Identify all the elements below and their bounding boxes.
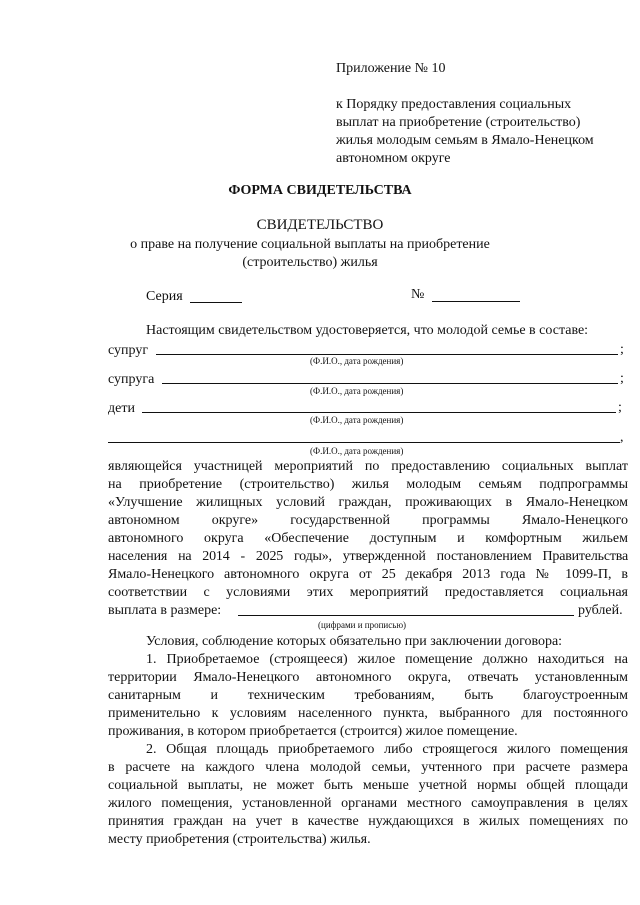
husband-semicolon: ; (620, 342, 624, 357)
cond2-line-1: 2. Общая площадь приобретаемого либо строящегося жилого помещения (146, 742, 628, 757)
para1-line-1: являющейся участницей мероприятий по предоставлению социальных выплат (108, 459, 628, 474)
cond1-line-2: территории Ямало-Ненецкого автономного округа, отвечать установленным (108, 670, 628, 685)
wife-semicolon: ; (620, 371, 624, 386)
para1-line-5: автономного округа «Обеспечение доступным и комфортным жильем (108, 531, 628, 546)
children-field (142, 412, 616, 413)
para1-line-6: населения на 2014 - 2025 годы», утвержденной постановлением Правительства (108, 549, 628, 564)
conditions-intro: Условия, соблюдение которых обязательно при заключении договора: (146, 634, 563, 649)
appendix-line-1: к Порядку предоставления социальных (336, 97, 572, 112)
appendix-number: Приложение № 10 (336, 61, 446, 76)
children-field-2 (108, 442, 620, 443)
certificate-subtitle-2: (строительство) жилья (242, 255, 378, 270)
cond2-line-2: в расчете на каждого члена молодой семьи, учтенного при расчете размера (108, 760, 628, 775)
children-hint-2: (Ф.И.О., дата рождения) (310, 446, 404, 456)
cond2-line-6: месту приобретения (строительства) жилья. (108, 832, 371, 847)
intro-text: Настоящим свидетельством удостоверяется, что молодой семье в составе: (146, 323, 589, 338)
appendix-line-4: автономном округе (336, 151, 451, 166)
amount-field (238, 615, 574, 616)
appendix-line-3: жилья молодым семьям в Ямало-Ненецком (336, 133, 594, 148)
para1-line-8: соответствии с условиями этих мероприятий предоставляется социальная (108, 585, 628, 600)
amount-unit: рублей. (578, 603, 623, 618)
husband-label: супруг (108, 343, 149, 358)
cond1-line-3: санитарным и техническим требованиям, быть благоустроенным (108, 688, 628, 703)
children-hint: (Ф.И.О., дата рождения) (310, 415, 404, 425)
wife-label: супруга (108, 372, 155, 387)
series-field (190, 302, 242, 303)
certificate-title: СВИДЕТЕЛЬСТВО (256, 217, 384, 233)
cond2-line-4: жилого помещения, установленной органами местного самоуправления в целях (108, 796, 628, 811)
cond1-line-4: применительно к условиям населенного пункта, выбранного для постоянного (108, 706, 628, 721)
cond2-line-5: принятия граждан на учет в качестве нуждающихся в жилых помещениях по (108, 814, 628, 829)
husband-field (156, 354, 618, 355)
amount-hint: (цифрами и прописью) (318, 620, 407, 630)
para1-line-3: «Улучшение жилищных условий граждан, проживающих в Ямало-Ненецком (108, 495, 628, 510)
para1-line-4: автономном округе» государственной программы Ямало-Ненецкого (108, 513, 628, 528)
amount-label: выплата в размере: (108, 603, 222, 618)
children-semicolon: ; (618, 400, 622, 415)
cond2-line-3: социальной выплаты, не может быть меньше учетной нормы общей площади (108, 778, 628, 793)
para1-line-7: Ямало-Ненецкого автономного округа от 25 декабря 2013 года № 1099-П, в (108, 567, 628, 582)
appendix-line-2: выплат на приобретение (строительство) (336, 115, 581, 130)
wife-field (162, 383, 618, 384)
children-comma: , (620, 430, 624, 445)
husband-hint: (Ф.И.О., дата рождения) (310, 356, 404, 366)
cond1-line-5: проживания, в котором приобретается (строится) жилое помещение. (108, 724, 518, 739)
wife-hint: (Ф.И.О., дата рождения) (310, 386, 404, 396)
form-title: ФОРМА СВИДЕТЕЛЬСТВА (228, 183, 412, 198)
children-label: дети (108, 401, 135, 416)
cond1-line-1: 1. Приобретаемое (строящееся) жилое помещение должно находиться на (146, 652, 628, 667)
para1-line-2: на приобретение (строительство) жилья молодым семьям подпрограммы (108, 477, 628, 492)
number-field (432, 301, 520, 302)
number-label: № (411, 287, 425, 302)
series-label: Серия (146, 289, 183, 304)
certificate-subtitle-1: о праве на получение социальной выплаты на приобретение (130, 237, 490, 252)
